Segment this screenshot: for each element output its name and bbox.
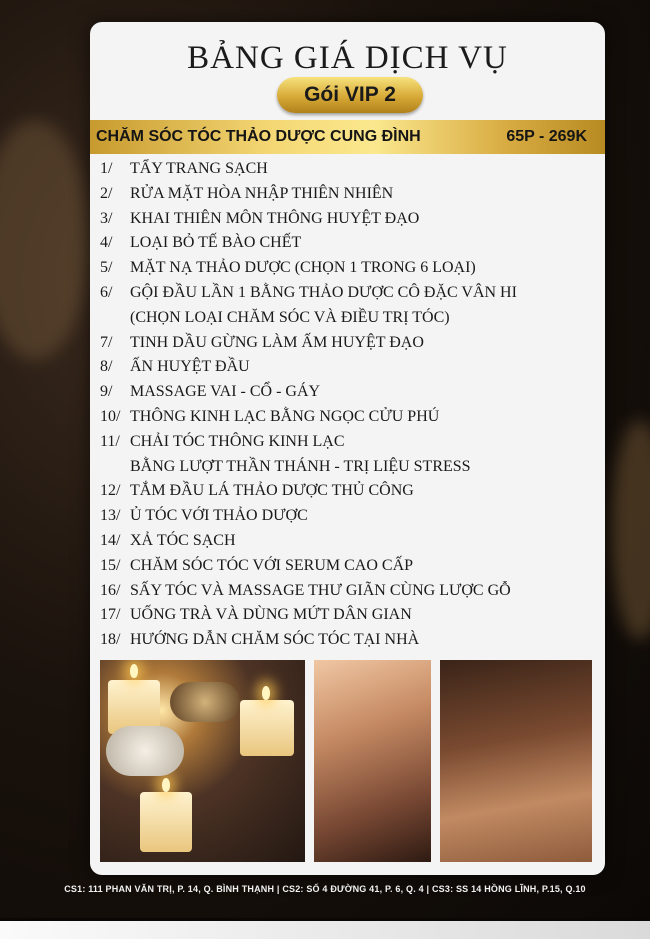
background-glow-right <box>610 420 650 640</box>
step-text: TẮM ĐẦU LÁ THẢO DƯỢC THỦ CÔNG <box>130 482 414 500</box>
list-item <box>100 554 600 579</box>
step-text: GỘI ĐẦU LẦN 1 BẰNG THẢO DƯỢC CÔ ĐẶC VÂN HI <box>130 283 517 301</box>
list-item <box>100 331 600 356</box>
step-number: 6/ <box>100 283 113 301</box>
flame-shape <box>130 664 138 678</box>
page-title: BẢNG GIÁ DỊCH VỤ <box>187 40 508 76</box>
step-text: TINH DẦU GỪNG LÀM ẤM HUYỆT ĐẠO <box>130 333 424 351</box>
list-item <box>100 207 600 232</box>
step-number: 16/ <box>100 581 121 599</box>
list-item <box>100 182 600 207</box>
list-item <box>100 355 600 380</box>
step-text: MASSAGE VAI - CỔ - GÁY <box>130 383 321 401</box>
list-item <box>100 256 600 281</box>
step-number: 18/ <box>100 631 121 649</box>
step-text: UỐNG TRÀ VÀ DÙNG MỨT DÂN GIAN <box>130 606 412 624</box>
step-number: 10/ <box>100 407 121 425</box>
step-text: CHẢI TÓC THÔNG KINH LẠC <box>130 432 345 450</box>
step-number: 13/ <box>100 507 121 525</box>
flame-shape <box>162 778 170 792</box>
step-text-continued: BẰNG LƯỢT THẦN THÁNH - TRỊ LIỆU STRESS <box>130 457 471 475</box>
list-item <box>100 504 600 529</box>
candles-herbs-photo <box>100 660 305 862</box>
step-text: ẤN HUYỆT ĐẦU <box>130 358 250 376</box>
address-footer: CS1: 111 PHAN VĂN TRỊ, P. 14, Q. BÌNH THẠNH | CS2: SỐ 4 ĐƯỜNG 41, P. 6, Q. 4 | CS3: SS 14 HỒNG LĨNH, P.15, Q.10 <box>64 884 586 894</box>
step-text: CHĂM SÓC TÓC VỚI SERUM CAO CẤP <box>130 556 414 574</box>
stone-massage-photo <box>440 660 592 862</box>
step-text-continued: (CHỌN LOẠI CHĂM SÓC VÀ ĐIỀU TRỊ TÓC) <box>130 308 450 326</box>
list-item <box>100 628 600 653</box>
step-number: 17/ <box>100 606 121 624</box>
massage-photo <box>314 660 431 862</box>
step-text: LOẠI BỎ TẾ BÀO CHẾT <box>130 234 302 252</box>
candle-shape <box>240 700 294 756</box>
step-text: SẤY TÓC VÀ MASSAGE THƯ GIÃN CÙNG LƯỢC GỖ <box>130 581 511 599</box>
background-glow-left <box>0 120 90 360</box>
step-number: 7/ <box>100 333 113 351</box>
step-text: KHAI THIÊN MÔN THÔNG HUYỆT ĐẠO <box>130 209 420 227</box>
service-name: CHĂM SÓC TÓC THẢO DƯỢC CUNG ĐÌNH <box>96 128 421 145</box>
step-text: HƯỚNG DẪN CHĂM SÓC TÓC TẠI NHÀ <box>130 631 420 649</box>
bowl-shape <box>106 726 184 776</box>
step-text: Ủ TÓC VỚI THẢO DƯỢC <box>130 507 308 525</box>
list-item <box>100 579 600 604</box>
step-text: RỬA MẶT HÒA NHẬP THIÊN NHIÊN <box>130 184 394 202</box>
step-number: 9/ <box>100 383 113 401</box>
step-number: 11/ <box>100 432 120 450</box>
service-banner <box>90 120 605 154</box>
step-number: 3/ <box>100 209 113 227</box>
list-item <box>100 231 600 256</box>
step-number: 8/ <box>100 358 113 376</box>
candle-shape <box>140 792 192 852</box>
bowl-shape <box>170 682 240 722</box>
list-item <box>100 281 600 331</box>
step-number: 5/ <box>100 259 113 277</box>
step-text: TẨY TRANG SẠCH <box>130 160 268 177</box>
list-item <box>100 479 600 504</box>
service-steps-list <box>100 157 600 653</box>
list-item <box>100 157 600 182</box>
step-number: 4/ <box>100 234 113 252</box>
step-text: THÔNG KINH LẠC BẰNG NGỌC CỬU PHÚ <box>130 407 440 425</box>
step-number: 14/ <box>100 531 121 549</box>
step-number: 1/ <box>100 160 113 177</box>
flame-shape <box>262 686 270 700</box>
service-price: 65P - 269K <box>506 128 587 145</box>
price-card <box>90 22 605 875</box>
list-item <box>100 529 600 554</box>
list-item <box>100 430 600 480</box>
package-badge: Gói VIP 2 <box>277 77 423 113</box>
step-number: 15/ <box>100 556 121 574</box>
list-item <box>100 405 600 430</box>
step-text: XẢ TÓC SẠCH <box>130 531 236 549</box>
step-number: 12/ <box>100 482 121 500</box>
step-number: 2/ <box>100 184 113 202</box>
list-item <box>100 603 600 628</box>
list-item <box>100 380 600 405</box>
step-text: MẶT NẠ THẢO DƯỢC (CHỌN 1 TRONG 6 LOẠI) <box>130 259 476 277</box>
